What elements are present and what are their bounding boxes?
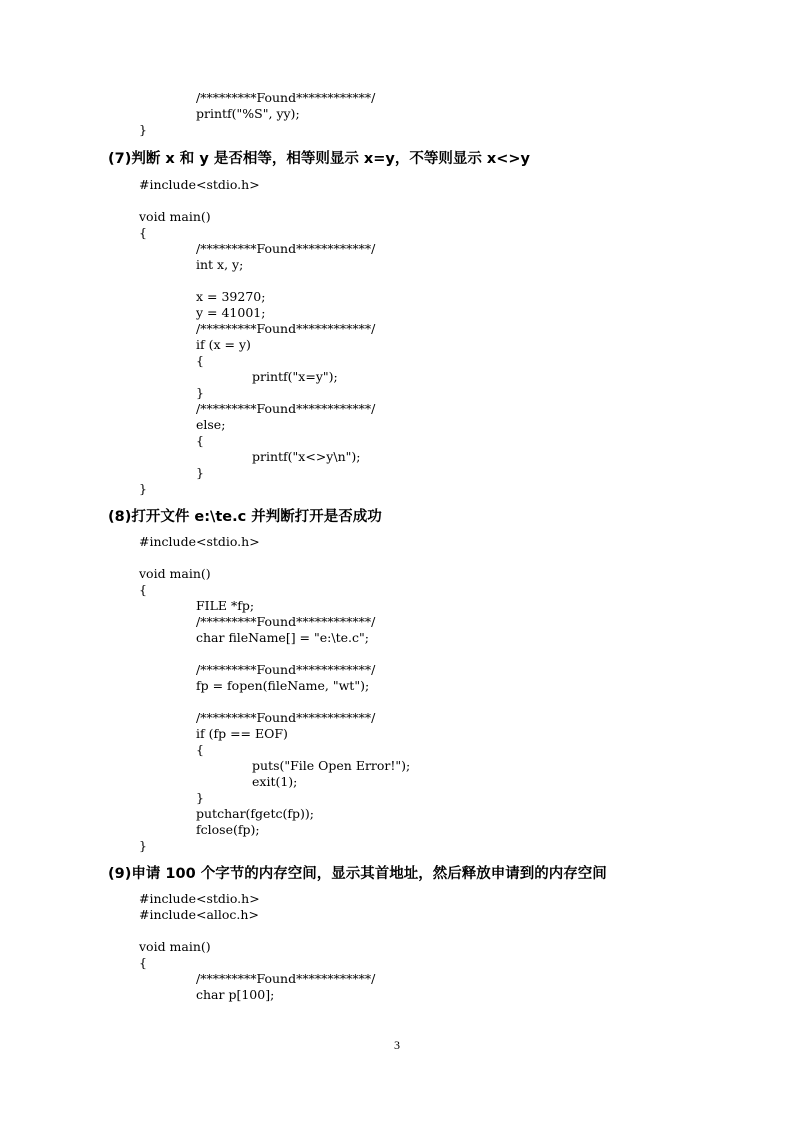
- code-line: char fileName[] = "e:\te.c";: [196, 630, 369, 645]
- code-line: /*********Found************/: [196, 321, 376, 336]
- code-line: y = 41001;: [196, 305, 266, 320]
- code-line: printf("%S", yy);: [196, 106, 300, 121]
- code-line: exit(1);: [252, 774, 298, 789]
- code-line: {: [196, 353, 204, 368]
- code-line: int x, y;: [196, 257, 244, 272]
- code-line: void main(): [139, 209, 211, 224]
- code-line: fp = fopen(fileName, "wt");: [196, 678, 370, 693]
- code-line: }: [139, 838, 147, 853]
- code-line: /*********Found************/: [196, 710, 376, 725]
- code-line: putchar(fgetc(fp));: [196, 806, 314, 821]
- code-line: #include<stdio.h>: [139, 177, 260, 192]
- code-line: }: [196, 465, 204, 480]
- code-line: FILE *fp;: [196, 598, 255, 613]
- code-line: if (x = y): [196, 337, 251, 352]
- code-line: /*********Found************/: [196, 662, 376, 677]
- code-line: puts("File Open Error!");: [252, 758, 411, 773]
- code-line: /*********Found************/: [196, 971, 376, 986]
- code-line: {: [196, 433, 204, 448]
- code-line: }: [139, 122, 147, 137]
- code-line: /*********Found************/: [196, 401, 376, 416]
- code-line: else;: [196, 417, 226, 432]
- code-line: {: [139, 225, 147, 240]
- code-line: {: [139, 955, 147, 970]
- code-line: {: [196, 742, 204, 757]
- code-line: #include<stdio.h>: [139, 534, 260, 549]
- section-heading-9: (9)申请 100 个字节的内存空间，显示其首地址，然后释放申请到的内存空间: [108, 866, 607, 882]
- code-line: }: [196, 790, 204, 805]
- code-line: }: [139, 481, 147, 496]
- code-line: x = 39270;: [196, 289, 266, 304]
- code-line: char p[100];: [196, 987, 275, 1002]
- page-number: 3: [394, 1038, 400, 1052]
- code-line: void main(): [139, 939, 211, 954]
- code-line: if (fp == EOF): [196, 726, 288, 741]
- code-line: #include<alloc.h>: [139, 907, 259, 922]
- code-line: }: [196, 385, 204, 400]
- code-line: #include<stdio.h>: [139, 891, 260, 906]
- code-line: printf("x=y");: [252, 369, 338, 384]
- code-line: /*********Found************/: [196, 241, 376, 256]
- section-heading-8: (8)打开文件 e:\te.c 并判断打开是否成功: [108, 509, 382, 525]
- code-line: printf("x<>y\n");: [252, 449, 361, 464]
- code-line: void main(): [139, 566, 211, 581]
- code-line: /*********Found************/: [196, 614, 376, 629]
- section-heading-7: (7)判断 x 和 y 是否相等，相等则显示 x=y，不等则显示 x<>y: [108, 151, 530, 167]
- code-line: fclose(fp);: [196, 822, 260, 837]
- code-line: {: [139, 582, 147, 597]
- code-line: /*********Found************/: [196, 90, 376, 105]
